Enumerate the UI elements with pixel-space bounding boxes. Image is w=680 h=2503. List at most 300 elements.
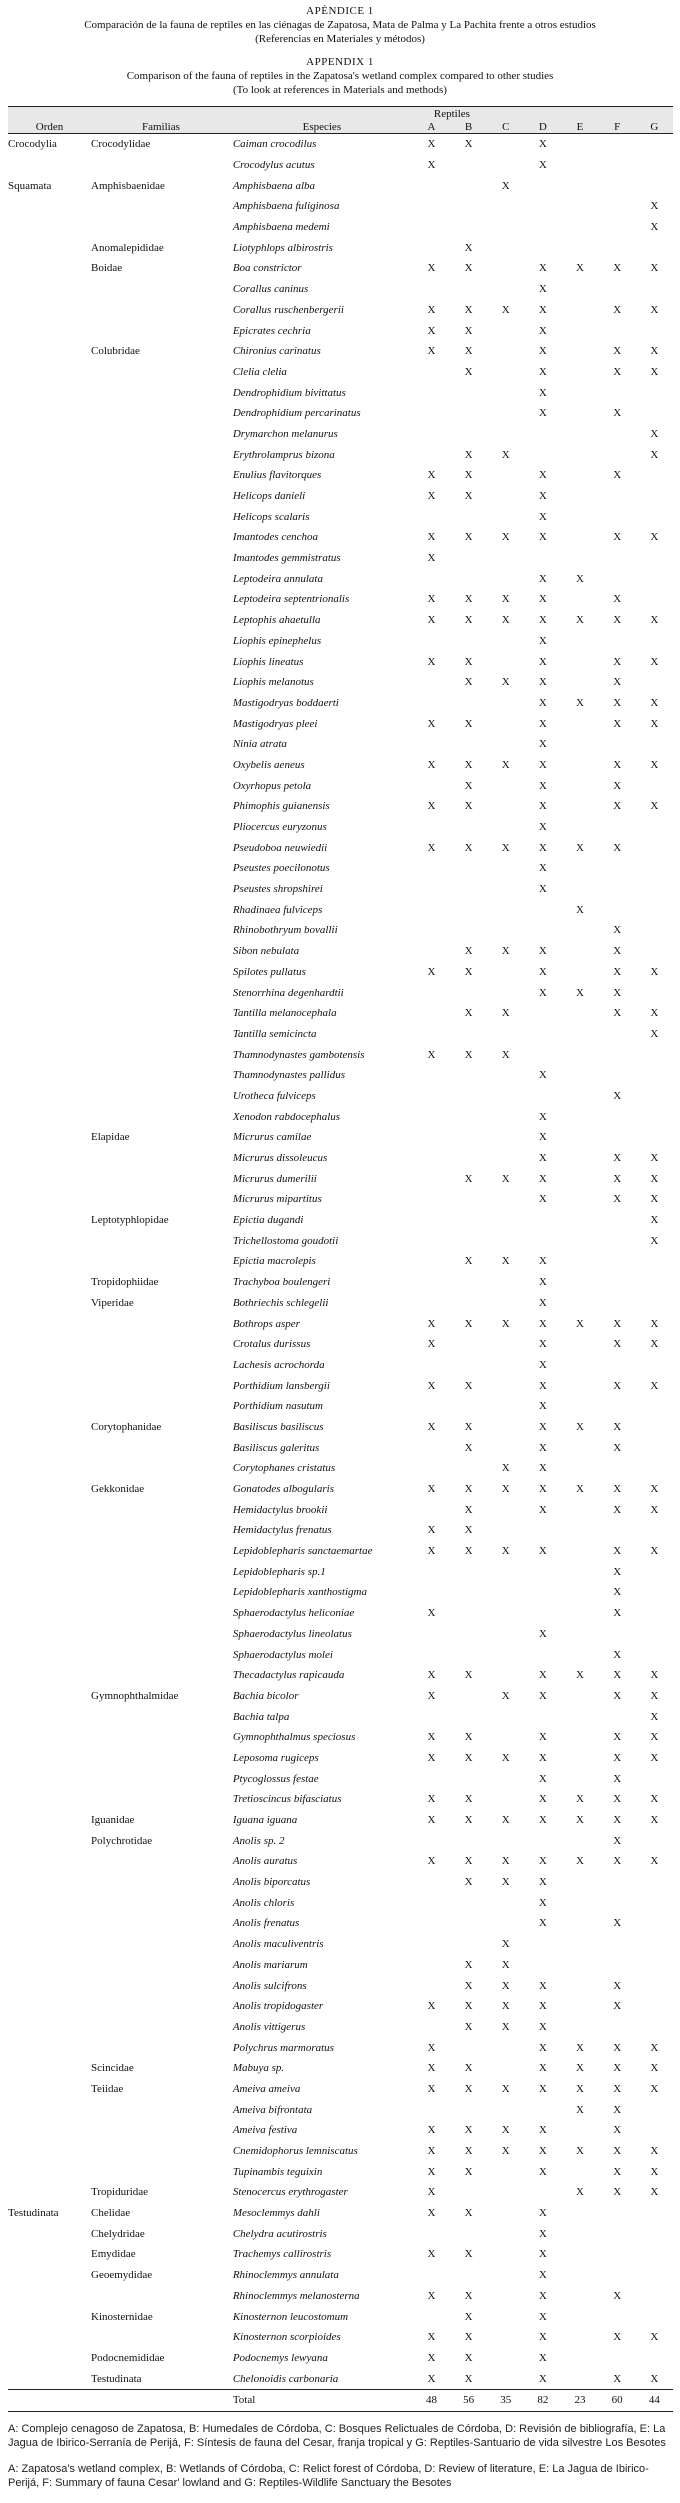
mark-cell-f <box>599 217 636 238</box>
mark-cell-a: X <box>427 262 436 275</box>
table-row <box>8 1396 673 1417</box>
mark-cell-f: X <box>613 1545 622 1558</box>
mark-cell-a <box>413 734 450 755</box>
mark-cell-a: X <box>427 469 436 482</box>
mark-cell-d: X <box>538 2248 547 2261</box>
mark-cell-g <box>636 1768 673 1789</box>
mark-cell-e <box>561 1065 598 1086</box>
family-cell <box>91 1665 231 1686</box>
mark-cell-b <box>450 817 487 838</box>
mark-cell-c: X <box>501 593 510 606</box>
species-cell: Anolis auratus <box>232 1855 298 1868</box>
table-row <box>8 1644 673 1665</box>
mark-cell-f: X <box>613 1172 622 1185</box>
mark-cell-c <box>487 1624 524 1645</box>
mark-cell-b: X <box>464 2020 473 2033</box>
table-row <box>8 2017 673 2038</box>
mark-cell-d <box>524 444 561 465</box>
mark-cell-g <box>636 320 673 341</box>
order-cell <box>8 1230 91 1251</box>
mark-cell-c <box>487 279 524 300</box>
mark-cell-b <box>450 1686 487 1707</box>
family-cell <box>91 589 231 610</box>
mark-cell-e: X <box>576 1793 584 1806</box>
mark-cell-e <box>561 1293 598 1314</box>
family-cell <box>91 444 231 465</box>
mark-cell-b: X <box>464 262 473 275</box>
mark-cell-b: X <box>464 1814 473 1827</box>
mark-cell-a: X <box>427 1814 436 1827</box>
mark-cell-d <box>524 1934 561 1955</box>
mark-cell-d: X <box>538 738 547 751</box>
mark-cell-c <box>487 817 524 838</box>
mark-cell-a <box>413 279 450 300</box>
family-cell <box>91 1582 231 1603</box>
mark-cell-b: X <box>464 1420 473 1433</box>
mark-cell-e <box>561 341 598 362</box>
family-cell <box>91 1334 231 1355</box>
table-row <box>8 2120 673 2141</box>
mark-cell-a <box>413 1168 450 1189</box>
mark-cell-c <box>487 1644 524 1665</box>
order-cell <box>8 962 91 983</box>
mark-cell-a <box>413 1065 450 1086</box>
table-row <box>8 2348 673 2369</box>
mark-cell-d: X <box>538 758 547 771</box>
mark-cell-f: X <box>613 1586 622 1599</box>
total-f: 60 <box>599 2389 636 2411</box>
mark-cell-f: X <box>613 717 622 730</box>
mark-cell-e: X <box>576 2145 584 2158</box>
mark-cell-c: X <box>501 841 510 854</box>
mark-cell-b <box>450 2265 487 2286</box>
mark-cell-f: X <box>613 965 622 978</box>
table-row <box>8 237 673 258</box>
species-cell: Liotyphlops albirostris <box>232 241 333 254</box>
species-cell: Epictia dugandi <box>232 1214 304 1227</box>
mark-cell-e <box>561 1499 598 1520</box>
mark-cell-f: X <box>613 2000 622 2013</box>
mark-cell-b <box>450 1706 487 1727</box>
family-cell <box>91 672 231 693</box>
mark-cell-d: X <box>538 1441 547 1454</box>
family-cell <box>91 1603 231 1624</box>
order-cell <box>8 279 91 300</box>
order-cell <box>8 2223 91 2244</box>
table-row <box>8 920 673 941</box>
table-row <box>8 2058 673 2079</box>
mark-cell-e <box>561 465 598 486</box>
mark-cell-d: X <box>538 1317 547 1330</box>
spanish-header <box>0 0 680 46</box>
family-cell <box>91 1148 231 1169</box>
table-row <box>8 155 673 176</box>
mark-cell-c <box>487 713 524 734</box>
mark-cell-c <box>487 982 524 1003</box>
mark-cell-b <box>450 1189 487 1210</box>
mark-cell-a <box>413 1251 450 1272</box>
mark-cell-a <box>413 693 450 714</box>
mark-cell-f: X <box>613 2103 622 2116</box>
mark-cell-g: X <box>650 1193 659 1206</box>
mark-cell-g <box>636 982 673 1003</box>
mark-cell-b: X <box>464 1317 473 1330</box>
mark-cell-e: X <box>576 986 584 999</box>
family-cell <box>91 1996 231 2017</box>
species-cell: Anolis sulcifrons <box>232 1979 307 1992</box>
mark-cell-g <box>636 2244 673 2265</box>
mark-cell-e: X <box>576 1420 584 1433</box>
mark-cell-a <box>413 1230 450 1251</box>
order-cell <box>8 1313 91 1334</box>
mark-cell-b: X <box>464 1731 473 1744</box>
table-row <box>8 2327 673 2348</box>
mark-cell-d: X <box>538 2372 547 2385</box>
order-cell <box>8 982 91 1003</box>
mark-cell-f <box>599 1106 636 1127</box>
column-header-b: B <box>450 120 487 134</box>
mark-cell-d: X <box>538 821 547 834</box>
mark-cell-g <box>636 2120 673 2141</box>
species-cell: Porthidium nasutum <box>232 1400 323 1413</box>
species-cell: Ameiva ameiva <box>232 2082 301 2095</box>
table-row <box>8 362 673 383</box>
mark-cell-f <box>599 1230 636 1251</box>
mark-cell-e <box>561 2244 598 2265</box>
mark-cell-g <box>636 1272 673 1293</box>
mark-cell-e <box>561 1003 598 1024</box>
table-row <box>8 1996 673 2017</box>
mark-cell-c <box>487 1830 524 1851</box>
family-cell <box>91 879 231 900</box>
mark-cell-e <box>561 713 598 734</box>
mark-cell-g: X <box>650 965 659 978</box>
table-row <box>8 1437 673 1458</box>
mark-cell-d <box>524 217 561 238</box>
order-cell: Testudinata <box>8 2207 59 2220</box>
family-cell <box>91 320 231 341</box>
mark-cell-b <box>450 1293 487 1314</box>
mark-cell-b: X <box>464 2331 473 2344</box>
mark-cell-d <box>524 424 561 445</box>
mark-cell-d: X <box>538 407 547 420</box>
table-row <box>8 2203 673 2224</box>
mark-cell-b: X <box>464 2124 473 2137</box>
species-cell: Liophis lineatus <box>232 655 304 668</box>
mark-cell-f: X <box>613 1089 622 1102</box>
appendix-note-es: (Referencias en Materiales y métodos) <box>255 33 425 45</box>
table-row <box>8 1375 673 1396</box>
mark-cell-a <box>413 506 450 527</box>
order-cell <box>8 1272 91 1293</box>
mark-cell-a: X <box>427 614 436 627</box>
order-cell <box>8 1396 91 1417</box>
mark-cell-f: X <box>613 1503 622 1516</box>
mark-cell-e: X <box>576 696 584 709</box>
mark-cell-g <box>636 858 673 879</box>
mark-cell-f: X <box>613 779 622 792</box>
table-row <box>8 2368 673 2389</box>
mark-cell-f: X <box>613 1007 622 1020</box>
mark-cell-g <box>636 1396 673 1417</box>
mark-cell-e <box>561 134 598 155</box>
mark-cell-b: X <box>464 614 473 627</box>
family-cell: Corytophanidae <box>91 1420 162 1433</box>
mark-cell-b: X <box>464 448 473 461</box>
table-row <box>8 1561 673 1582</box>
total-row <box>8 2389 673 2411</box>
species-cell: Erythrolamprus bizona <box>232 448 335 461</box>
mark-cell-c: X <box>501 448 510 461</box>
mark-cell-d <box>524 175 561 196</box>
family-cell <box>91 1355 231 1376</box>
mark-cell-f: X <box>613 655 622 668</box>
mark-cell-g: X <box>650 800 659 813</box>
mark-cell-c: X <box>501 1462 510 1475</box>
table-row <box>8 568 673 589</box>
mark-cell-c <box>487 155 524 176</box>
mark-cell-g <box>636 237 673 258</box>
mark-cell-f: X <box>613 614 622 627</box>
mark-cell-c <box>487 962 524 983</box>
mark-cell-b: X <box>464 965 473 978</box>
mark-cell-c <box>487 2182 524 2203</box>
mark-cell-g <box>636 672 673 693</box>
mark-cell-d: X <box>538 138 547 151</box>
order-cell <box>8 1024 91 1045</box>
family-cell <box>91 465 231 486</box>
mark-cell-g: X <box>650 1152 659 1165</box>
order-cell <box>8 1810 91 1831</box>
table-row <box>8 1975 673 1996</box>
mark-cell-g <box>636 1913 673 1934</box>
mark-cell-d: X <box>538 2062 547 2075</box>
mark-cell-g <box>636 1251 673 1272</box>
mark-cell-d <box>524 899 561 920</box>
mark-cell-a <box>413 1872 450 1893</box>
species-cell: Crotalus durissus <box>232 1338 311 1351</box>
species-cell: Pseustes poecilonotus <box>232 862 330 875</box>
mark-cell-d: X <box>538 2165 547 2178</box>
mark-cell-b: X <box>464 138 473 151</box>
order-cell <box>8 1768 91 1789</box>
mark-cell-g <box>636 2099 673 2120</box>
family-cell: Crocodylidae <box>91 138 151 151</box>
table-row <box>8 1851 673 1872</box>
order-cell <box>8 1644 91 1665</box>
table-row <box>8 672 673 693</box>
mark-cell-d: X <box>538 634 547 647</box>
mark-cell-f: X <box>613 1317 622 1330</box>
mark-cell-c <box>487 2161 524 2182</box>
family-cell <box>91 1706 231 1727</box>
mark-cell-f <box>599 1272 636 1293</box>
table-row <box>8 2141 673 2162</box>
mark-cell-g: X <box>650 655 659 668</box>
mark-cell-a: X <box>427 2165 436 2178</box>
order-cell <box>8 1106 91 1127</box>
mark-cell-f <box>599 237 636 258</box>
mark-cell-f <box>599 444 636 465</box>
mark-cell-b <box>450 548 487 569</box>
mark-cell-f: X <box>613 1814 622 1827</box>
family-cell: Podocnemididae <box>91 2351 165 2364</box>
mark-cell-c: X <box>501 758 510 771</box>
mark-cell-g <box>636 1437 673 1458</box>
mark-cell-g <box>636 2348 673 2369</box>
mark-cell-b <box>450 2182 487 2203</box>
total-c: 35 <box>487 2389 524 2411</box>
mark-cell-f <box>599 2265 636 2286</box>
mark-cell-e <box>561 1106 598 1127</box>
order-cell <box>8 879 91 900</box>
mark-cell-a: X <box>427 2372 436 2385</box>
table-row <box>8 1003 673 1024</box>
order-cell <box>8 1189 91 1210</box>
mark-cell-g: X <box>650 758 659 771</box>
mark-cell-e <box>561 1603 598 1624</box>
column-header-g: G <box>636 120 673 134</box>
order-cell <box>8 424 91 445</box>
table-row <box>8 506 673 527</box>
mark-cell-b: X <box>464 655 473 668</box>
mark-cell-e: X <box>576 1855 584 1868</box>
mark-cell-c <box>487 734 524 755</box>
mark-cell-a: X <box>427 159 436 172</box>
mark-cell-f: X <box>613 593 622 606</box>
table-row <box>8 1727 673 1748</box>
order-cell <box>8 320 91 341</box>
mark-cell-d: X <box>538 945 547 958</box>
mark-cell-e <box>561 1913 598 1934</box>
mark-cell-c <box>487 548 524 569</box>
mark-cell-g <box>636 920 673 941</box>
mark-cell-b <box>450 506 487 527</box>
mark-cell-d: X <box>538 1751 547 1764</box>
mark-cell-e: X <box>576 2082 584 2095</box>
species-cell: Porthidium lansbergii <box>232 1379 330 1392</box>
mark-cell-c <box>487 1210 524 1231</box>
mark-cell-f: X <box>613 1648 622 1661</box>
order-cell <box>8 1561 91 1582</box>
table-row <box>8 403 673 424</box>
mark-cell-c: X <box>501 2020 510 2033</box>
order-cell <box>8 1541 91 1562</box>
species-cell: Thecadactylus rapicauda <box>232 1669 345 1682</box>
mark-cell-g <box>636 1624 673 1645</box>
total-a: 48 <box>413 2389 450 2411</box>
species-cell: Oxyrhopus petola <box>232 779 312 792</box>
family-cell <box>91 713 231 734</box>
mark-cell-d: X <box>538 510 547 523</box>
order-cell <box>8 1975 91 1996</box>
mark-cell-d: X <box>538 303 547 316</box>
mark-cell-d: X <box>538 324 547 337</box>
mark-cell-g <box>636 1106 673 1127</box>
mark-cell-d: X <box>538 1483 547 1496</box>
appendix-title-en: APPENDIX 1 <box>306 56 374 68</box>
table-row <box>8 2286 673 2307</box>
table-row <box>8 1334 673 1355</box>
mark-cell-a <box>413 631 450 652</box>
mark-cell-d <box>524 1561 561 1582</box>
species-cell: Iguana iguana <box>232 1814 298 1827</box>
mark-cell-d: X <box>538 159 547 172</box>
mark-cell-g <box>636 486 673 507</box>
species-cell: Rhinobothryum bovallii <box>232 924 338 937</box>
mark-cell-e: X <box>576 1483 584 1496</box>
mark-cell-d: X <box>538 345 547 358</box>
species-cell: Lachesis acrochorda <box>232 1358 325 1371</box>
mark-cell-d: X <box>538 2000 547 2013</box>
family-cell <box>91 1768 231 1789</box>
mark-cell-e <box>561 444 598 465</box>
mark-cell-a <box>413 1768 450 1789</box>
family-cell <box>91 2161 231 2182</box>
mark-cell-b <box>450 1603 487 1624</box>
mark-cell-f: X <box>613 1731 622 1744</box>
mark-cell-b <box>450 1086 487 1107</box>
mark-cell-e <box>561 2265 598 2286</box>
order-cell <box>8 444 91 465</box>
mark-cell-e <box>561 1189 598 1210</box>
family-cell <box>91 982 231 1003</box>
mark-cell-e <box>561 796 598 817</box>
mark-cell-a <box>413 2099 450 2120</box>
order-cell <box>8 755 91 776</box>
mark-cell-d: X <box>538 1855 547 1868</box>
mark-cell-f <box>599 1127 636 1148</box>
mark-cell-b: X <box>464 2248 473 2261</box>
mark-cell-f: X <box>613 345 622 358</box>
mark-cell-d <box>524 1706 561 1727</box>
mark-cell-c <box>487 134 524 155</box>
appendix-caption-en: Comparison of the fauna of reptiles in the Zapatosa's wetland complex compared to other studies <box>126 70 554 82</box>
order-cell <box>8 382 91 403</box>
mark-cell-g <box>636 879 673 900</box>
mark-cell-c <box>487 1127 524 1148</box>
mark-cell-e <box>561 1148 598 1169</box>
mark-cell-c: X <box>501 614 510 627</box>
mark-cell-e <box>561 1582 598 1603</box>
mark-cell-d <box>524 196 561 217</box>
mark-cell-a <box>413 899 450 920</box>
mark-cell-g: X <box>650 2145 659 2158</box>
column-header-orden: Orden <box>8 120 91 134</box>
mark-cell-f: X <box>613 1565 622 1578</box>
mark-cell-f <box>599 1624 636 1645</box>
table-row <box>8 2037 673 2058</box>
mark-cell-g <box>636 899 673 920</box>
table-row <box>8 962 673 983</box>
family-cell: Elapidae <box>91 1131 130 1144</box>
mark-cell-b: X <box>464 2372 473 2385</box>
mark-cell-c: X <box>501 2000 510 2013</box>
species-cell: Helicops scalaris <box>232 510 310 523</box>
species-cell: Amphisbaena fuliginosa <box>232 200 340 213</box>
family-cell: Teiidae <box>91 2082 124 2095</box>
mark-cell-e <box>561 817 598 838</box>
mark-cell-b: X <box>464 1524 473 1537</box>
mark-cell-g <box>636 941 673 962</box>
mark-cell-c <box>487 899 524 920</box>
order-cell <box>8 506 91 527</box>
table-row <box>8 1830 673 1851</box>
mark-cell-c <box>487 2327 524 2348</box>
mark-cell-g <box>636 1582 673 1603</box>
mark-cell-a <box>413 817 450 838</box>
order-cell <box>8 1706 91 1727</box>
